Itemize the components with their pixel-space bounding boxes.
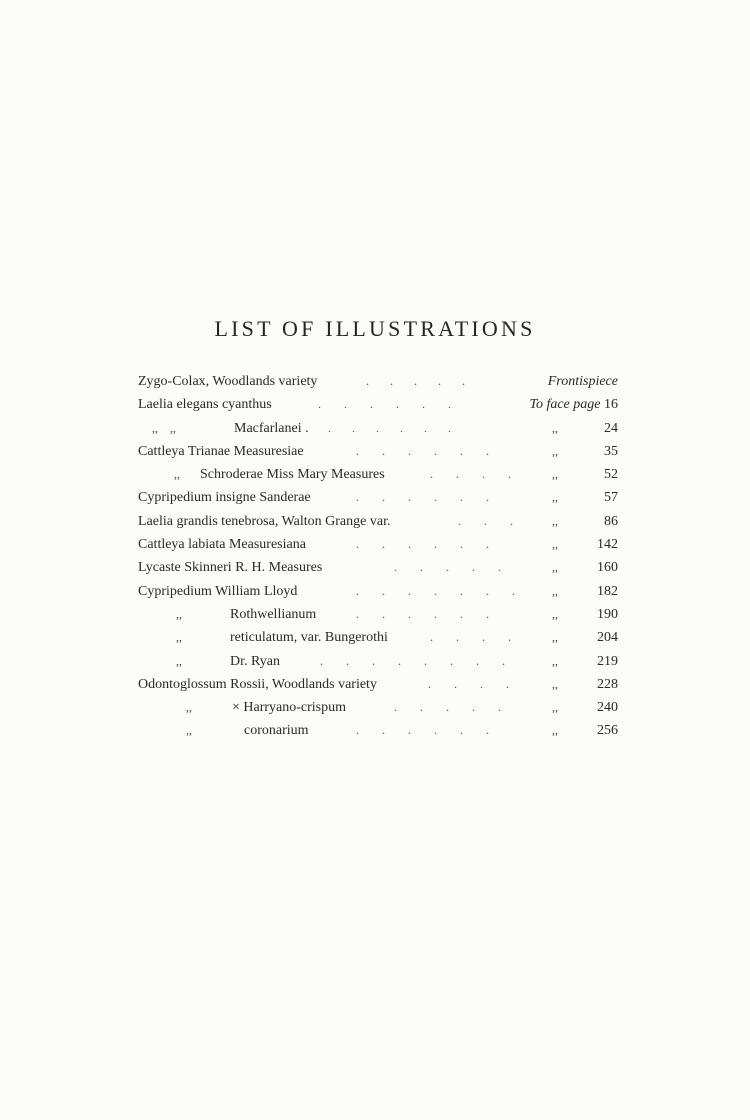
page-reference [529, 393, 618, 416]
list-item [138, 650, 618, 673]
page-number: 204 [597, 630, 618, 646]
list-item [138, 463, 618, 486]
list-item [138, 440, 618, 463]
page-reference [548, 370, 618, 393]
list-item [138, 417, 618, 440]
list-item [138, 580, 618, 603]
illustration-title: Macfarlanei . [234, 420, 309, 436]
illustration-title: Odontoglossum Rossii, Woodlands variety [138, 676, 377, 692]
page-ditto-mark: ,, [552, 443, 558, 458]
page-ditto-mark: ,, [552, 700, 558, 715]
list-item [138, 719, 618, 742]
illustration-title: × Harryano-crispum [232, 700, 347, 716]
page-number: 240 [597, 700, 618, 716]
page-number: 160 [597, 560, 618, 576]
illustration-title: Zygo-Colax, Woodlands variety [138, 374, 318, 389]
list-item [138, 533, 618, 556]
page-label: To face page [529, 397, 601, 413]
list-item [138, 370, 618, 393]
page-label: Frontispiece [547, 374, 618, 389]
illustration-title: Cattleya labiata Measuresiana [138, 537, 306, 553]
leader-dots: . . . . . [394, 700, 501, 715]
illustrations-list [138, 370, 618, 743]
list-item [138, 510, 618, 533]
ditto-mark: ,, [176, 653, 182, 668]
illustration-title: Dr. Ryan [230, 653, 280, 669]
leader-dots: . . . . . . . . [320, 653, 505, 668]
leader-dots: . . . . . . [356, 443, 489, 458]
list-item [138, 393, 618, 416]
page-number: 24 [604, 420, 618, 436]
page-ditto-mark: ,, [552, 467, 558, 482]
page-ditto-mark: ,, [552, 490, 558, 505]
leader-dots: . . . . . . [356, 537, 489, 552]
ditto-mark: ,, ,, [152, 420, 176, 435]
leader-dots: . . . . [428, 676, 509, 691]
ditto-mark: ,, [176, 630, 182, 645]
leader-dots: . . . . [430, 630, 511, 645]
illustration-title: Cattleya Trianae Measuresiae [138, 443, 304, 459]
list-item [138, 626, 618, 649]
page-number: 219 [597, 653, 618, 669]
page-ditto-mark: ,, [552, 560, 558, 575]
leader-dots: . . . . . . [328, 420, 451, 435]
page-ditto-mark: ,, [552, 630, 558, 645]
page-number: 142 [597, 537, 618, 553]
page-number: 190 [597, 606, 618, 622]
page-ditto-mark: ,, [552, 537, 558, 552]
page-number: 182 [597, 583, 618, 599]
page-number: 57 [604, 490, 618, 506]
illustration-title: reticulatum, var. Bungerothi [230, 630, 388, 646]
list-item [138, 486, 618, 509]
illustration-title: Laelia elegans cyanthus [138, 397, 272, 413]
page-ditto-mark: ,, [552, 583, 558, 598]
leader-dots: . . . . . . [356, 490, 489, 505]
ditto-mark: ,, [186, 723, 192, 738]
page-number: 52 [604, 467, 618, 483]
page-ditto-mark: ,, [552, 420, 558, 435]
list-item [138, 556, 618, 579]
ditto-mark: ,, [186, 700, 192, 715]
illustration-title: Lycaste Skinneri R. H. Measures [138, 560, 323, 576]
leader-dots: . . . . . . [356, 723, 489, 738]
page-ditto-mark: ,, [552, 513, 558, 528]
page-number: 16 [604, 397, 618, 413]
page-ditto-mark: ,, [552, 723, 558, 738]
page-ditto-mark: ,, [552, 676, 558, 691]
illustration-title: Cypripedium William Lloyd [138, 583, 298, 599]
illustration-title: coronarium [244, 723, 309, 739]
list-item [138, 696, 618, 719]
illustration-title: Schroderae Miss Mary Measures [200, 467, 385, 483]
page-number: 256 [597, 723, 618, 739]
page-number: 35 [604, 443, 618, 459]
ditto-mark: ,, [174, 467, 180, 482]
leader-dots: . . . . [430, 467, 511, 482]
illustration-title: Cypripedium insigne Sanderae [138, 490, 311, 506]
list-item [138, 673, 618, 696]
leader-dots: . . . [458, 513, 513, 528]
leader-dots: . . . . . . [318, 397, 451, 412]
page-title: LIST OF ILLUSTRATIONS [214, 316, 536, 341]
page-ditto-mark: ,, [552, 606, 558, 621]
leader-dots: . . . . . . [356, 606, 489, 621]
leader-dots: . . . . . [394, 560, 501, 575]
illustration-title: Rothwellianum [230, 606, 317, 622]
illustration-title: Laelia grandis tenebrosa, Walton Grange var. [138, 513, 391, 529]
leader-dots: . . . . . . . [356, 583, 515, 598]
page-number: 228 [597, 676, 618, 692]
page-ditto-mark: ,, [552, 653, 558, 668]
leader-dots: . . . . . [366, 374, 465, 388]
ditto-mark: ,, [176, 606, 182, 621]
page-number: 86 [604, 513, 618, 529]
list-item [138, 603, 618, 626]
